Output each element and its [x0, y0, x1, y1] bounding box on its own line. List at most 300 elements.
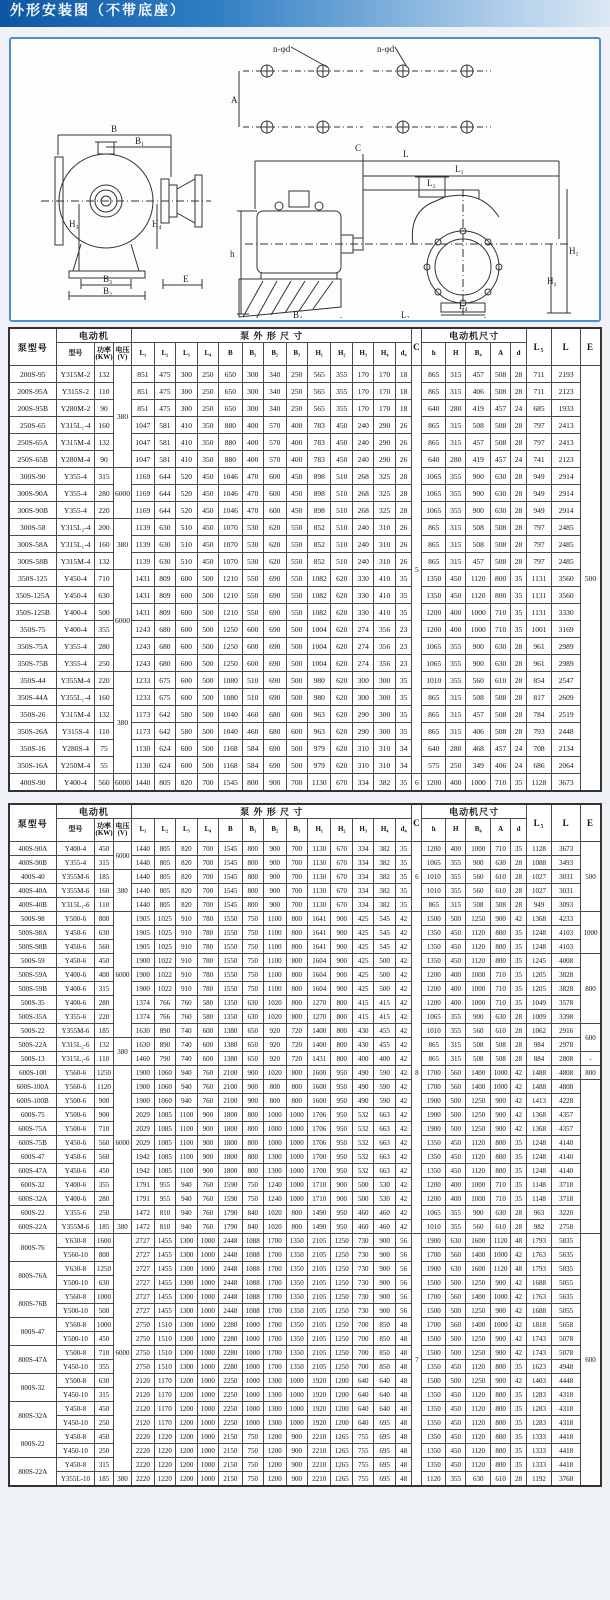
e-dim-cell: 600 [580, 1024, 601, 1052]
power-cell: 560 [95, 774, 113, 792]
l5-cell: 1009 [526, 1010, 552, 1024]
pump-dim-cell: 550 [286, 570, 307, 587]
motor-model-cell: Y280M-2 [56, 400, 95, 417]
motor-dim-cell: 315 [445, 383, 465, 400]
pump-dim-cell: 690 [264, 587, 286, 604]
motor-dim-cell: 1000 [490, 1080, 510, 1094]
pump-dim-cell: 620 [331, 706, 352, 723]
l-total-cell: 4140 [552, 1164, 581, 1178]
pump-dim-cell: 1130 [132, 740, 154, 757]
pump-dim-cell: 1100 [176, 1164, 197, 1178]
pump-dim-cell: 584 [242, 740, 263, 757]
power-cell: 710 [95, 1346, 113, 1360]
pump-dim-cell: 26 [395, 553, 411, 570]
motor-dim-cell: 575 [422, 757, 446, 774]
pump-dim-cell: 1920 [307, 1374, 331, 1388]
pump-dim-cell: 34 [395, 740, 411, 757]
motor-dim-cell: 1700 [422, 1290, 446, 1304]
pump-dim-cell: 1791 [132, 1178, 154, 1192]
pump-dim-cell: 26 [395, 536, 411, 553]
pump-dim-cell: 950 [331, 1122, 352, 1136]
l5-cell: 949 [526, 502, 552, 519]
l-total-cell: 3828 [552, 982, 581, 996]
motor-dim-cell: 28 [511, 485, 526, 502]
pump-dim-cell: 1070 [219, 536, 243, 553]
motor-dim-cell: 865 [422, 898, 446, 912]
power-cell: 200 [95, 519, 113, 536]
pump-dim-cell: 520 [176, 485, 197, 502]
motor-dim-cell: 24 [511, 451, 526, 468]
motor-model-cell: Y500-10 [56, 1332, 95, 1346]
l-total-cell: 3031 [552, 884, 581, 898]
motor-dim-cell: 400 [445, 982, 465, 996]
pump-dim-cell: 460 [242, 706, 263, 723]
motor-dim-cell: 630 [445, 1262, 465, 1276]
pump-dim-cell: 680 [264, 723, 286, 740]
pump-dim-cell: 1604 [307, 982, 331, 996]
pump-dim-cell: 1905 [132, 912, 154, 926]
pump-dim-cell: 766 [154, 996, 175, 1010]
pump-dim-cell: 1641 [307, 940, 331, 954]
motor-dim-cell: 1900 [422, 1094, 446, 1108]
pump-dim-cell: 2250 [219, 1374, 243, 1388]
motor-dim-cell: 630 [466, 1472, 491, 1487]
pump-dim-cell: 1900 [132, 982, 154, 996]
motor-dim-cell: 800 [490, 1416, 510, 1430]
motor-dim-cell: 355 [445, 655, 465, 672]
motor-model-cell: Y400-6 [56, 982, 95, 996]
pump-dim-cell: 690 [264, 672, 286, 689]
pump-dim-cell: 1070 [219, 553, 243, 570]
pump-dim-cell: 1000 [286, 1150, 307, 1164]
motor-dim-cell: 42 [511, 1080, 526, 1094]
pump-dim-cell: 2750 [132, 1346, 154, 1360]
motor-dim-cell: 1065 [422, 485, 446, 502]
pump-dim-cell: 382 [374, 870, 395, 884]
pump-dim-cell: 274 [352, 638, 373, 655]
pump-dim-cell: 1440 [132, 842, 154, 856]
motor-dim-cell: 315 [445, 536, 465, 553]
pump-dim-cell: 600 [197, 1052, 218, 1066]
pump-dim-cell: 740 [176, 1052, 197, 1066]
pump-dim-cell: 300 [176, 400, 197, 417]
pump-dim-cell: 48 [395, 1360, 411, 1374]
motor-dim-cell: 450 [445, 1136, 465, 1150]
pump-model-cell: 600S-22A [9, 1220, 56, 1234]
header-subcell: A [490, 819, 510, 842]
motor-dim-cell: 1120 [466, 954, 491, 968]
motor-model-cell: Y355L-10 [56, 1472, 95, 1487]
motor-dim-cell: 400 [445, 996, 465, 1010]
motor-dim-cell: 28 [511, 468, 526, 485]
pump-dim-cell: 898 [307, 502, 331, 519]
pump-dim-cell: 800 [286, 1220, 307, 1234]
motor-dim-cell: 1200 [422, 968, 446, 982]
pump-dim-cell: 910 [176, 968, 197, 982]
pump-dim-cell: 630 [242, 996, 263, 1010]
l5-cell: 1413 [526, 1094, 552, 1108]
motor-model-cell: Y355-4 [56, 485, 95, 502]
pump-dim-cell: 695 [374, 1430, 395, 1444]
motor-dim-cell: 500 [445, 1108, 465, 1122]
motor-dim-cell: 900 [466, 468, 491, 485]
pump-dim-cell: 1170 [154, 1388, 175, 1402]
pump-dim-cell: 1431 [307, 1052, 331, 1066]
pump-model-cell: 350S-75B [9, 655, 56, 672]
pump-dim-cell: 900 [374, 1234, 395, 1248]
pump-dim-cell: 640 [352, 1388, 373, 1402]
l-total-cell: 2064 [552, 757, 581, 774]
pump-dim-cell: 382 [374, 842, 395, 856]
motor-dim-cell: 1065 [422, 502, 446, 519]
motor-dim-cell: 900 [490, 1374, 510, 1388]
pump-dim-cell: 1000 [286, 1178, 307, 1192]
pump-dim-cell: 35 [395, 774, 411, 792]
pump-dim-cell: 1100 [264, 982, 286, 996]
l-total-cell: 3718 [552, 1192, 581, 1206]
pump-dim-cell: 1200 [264, 1430, 286, 1444]
header-subcell: 型号 [56, 819, 95, 842]
pump-model-cell: 300S-90B [9, 502, 56, 519]
pump-dim-cell: 355 [331, 383, 352, 400]
pump-dim-cell: 1350 [286, 1234, 307, 1248]
pump-dim-cell: 450 [197, 519, 218, 536]
motor-dim-cell: 42 [511, 1318, 526, 1332]
pump-dim-cell: 42 [395, 1122, 411, 1136]
pump-dim-cell: 755 [352, 1472, 373, 1487]
pump-model-cell: 350S-16 [9, 740, 56, 757]
pump-dim-cell: 42 [395, 1024, 411, 1038]
pump-dim-cell: 900 [242, 1094, 263, 1108]
header-subcell: H₃ [352, 343, 373, 366]
pump-dim-cell: 410 [374, 604, 395, 621]
l5-cell: 1001 [526, 621, 552, 638]
pump-dim-cell: 755 [352, 1444, 373, 1458]
l5-cell: 1333 [526, 1458, 552, 1472]
pump-dim-cell: 268 [352, 502, 373, 519]
pump-dim-cell: 620 [264, 553, 286, 570]
pump-dim-cell: 1000 [242, 1416, 263, 1430]
pump-dim-cell: 290 [374, 417, 395, 434]
pump-dim-cell: 963 [307, 706, 331, 723]
motor-dim-cell: 610 [490, 870, 510, 884]
motor-dim-cell: 450 [445, 1360, 465, 1374]
pump-dim-cell: 680 [154, 638, 175, 655]
l5-cell: 1248 [526, 1150, 552, 1164]
pump-dim-cell: 800 [286, 1080, 307, 1094]
pump-dim-cell: 1088 [242, 1262, 263, 1276]
motor-model-cell: Y355M-6 [56, 884, 95, 898]
pump-dim-cell: 2150 [219, 1472, 243, 1487]
l-total-cell: 5055 [552, 1304, 581, 1318]
pump-dim-cell: 1550 [219, 912, 243, 926]
pump-model-cell: 400S-90A [9, 842, 56, 856]
pump-dim-cell: 1100 [264, 940, 286, 954]
power-cell: 185 [95, 1472, 113, 1487]
pump-dim-cell: 695 [374, 1444, 395, 1458]
pump-dim-cell: 1173 [132, 706, 154, 723]
pump-dim-cell: 355 [331, 400, 352, 417]
motor-model-cell: Y355M-4 [56, 672, 95, 689]
pump-dim-cell: 1920 [307, 1402, 331, 1416]
pump-dim-cell: 26 [395, 417, 411, 434]
pump-dim-cell: 334 [352, 774, 373, 792]
pump-model-cell: 250S-65 [9, 417, 56, 434]
pump-dim-cell: 805 [154, 842, 175, 856]
pump-dim-cell: 890 [154, 1024, 175, 1038]
pump-dim-cell: 42 [395, 1080, 411, 1094]
pump-dim-cell: 300 [242, 366, 263, 383]
l5-cell: 982 [526, 1220, 552, 1234]
l-total-cell: 3031 [552, 870, 581, 884]
pump-dim-cell: 1139 [132, 536, 154, 553]
pump-dim-cell: 475 [154, 400, 175, 417]
pump-dim-cell: 1220 [154, 1430, 175, 1444]
pump-dim-cell: 590 [374, 1080, 395, 1094]
pump-model-cell: 500S-13 [9, 1052, 56, 1066]
motor-dim-cell: 28 [511, 1038, 526, 1052]
pump-model-cell: 500S-35A [9, 1010, 56, 1024]
motor-model-cell: Y355L₁-4 [56, 689, 95, 706]
motor-dim-cell: 1000 [490, 1318, 510, 1332]
pump-model-cell: 600S-22 [9, 1206, 56, 1220]
pump-dim-cell: 500 [197, 604, 218, 621]
motor-dim-cell: 28 [511, 366, 526, 383]
motor-dim-cell: 1900 [422, 1108, 446, 1122]
pump-dim-cell: 240 [352, 451, 373, 468]
pump-dim-cell: 300 [176, 366, 197, 383]
motor-dim-cell: 35 [511, 982, 526, 996]
pump-dim-cell: 2150 [219, 1430, 243, 1444]
motor-model-cell: Y500-6 [56, 1108, 95, 1122]
motor-dim-cell: 450 [445, 926, 465, 940]
motor-dim-cell: 900 [466, 485, 491, 502]
pump-dim-cell: 1000 [286, 1108, 307, 1122]
pump-dim-cell: 290 [374, 451, 395, 468]
pump-dim-cell: 800 [242, 898, 263, 912]
pump-dim-cell: 415 [374, 1010, 395, 1024]
header-cell: 泵 外 形 尺 寸 [132, 328, 412, 343]
motor-model-cell: Y355M-6 [56, 1024, 95, 1038]
pump-dim-cell: 48 [395, 1416, 411, 1430]
pump-dim-cell: 900 [264, 870, 286, 884]
power-cell: 630 [95, 587, 113, 604]
motor-dim-cell: 1120 [466, 1388, 491, 1402]
pump-dim-cell: 780 [197, 954, 218, 968]
pump-dim-cell: 950 [331, 1066, 352, 1080]
diagram-dimension-label: B₂ [103, 286, 113, 296]
voltage-cell: 380 [113, 1038, 131, 1066]
motor-dim-cell: 1700 [422, 1080, 446, 1094]
pump-dim-cell: 240 [352, 519, 373, 536]
pump-dim-cell: 545 [374, 940, 395, 954]
bolt-pattern-right [373, 71, 491, 127]
pump-dim-cell: 1431 [132, 604, 154, 621]
c-dim-cell: 7 [412, 1234, 422, 1487]
pump-dim-cell: 950 [331, 1164, 352, 1178]
l5-cell: 1248 [526, 1136, 552, 1150]
pump-dim-cell: 1233 [132, 689, 154, 706]
pump-dim-cell: 35 [395, 706, 411, 723]
pump-dim-cell: 640 [374, 1402, 395, 1416]
motor-dim-cell: 1900 [422, 1122, 446, 1136]
pump-dim-cell: 1400 [307, 1024, 331, 1038]
motor-dim-cell: 560 [445, 1248, 465, 1262]
power-cell: 160 [95, 536, 113, 553]
pump-dim-cell: 2727 [132, 1276, 154, 1290]
power-cell: 185 [95, 1024, 113, 1038]
pump-dim-cell: 630 [154, 519, 175, 536]
header-cell: 电动机 [56, 328, 132, 343]
pump-dim-cell: 600 [176, 570, 197, 587]
pump-dim-cell: 690 [264, 638, 286, 655]
pump-dim-cell: 780 [197, 912, 218, 926]
pump-dim-cell: 580 [197, 996, 218, 1010]
pump-dim-cell: 1800 [219, 1136, 243, 1150]
pump-dim-cell: 840 [242, 1220, 263, 1234]
l5-cell: 1333 [526, 1430, 552, 1444]
pump-dim-cell: 455 [374, 1024, 395, 1038]
pump-dim-cell: 1000 [286, 1388, 307, 1402]
pump-dim-cell: 1600 [307, 1080, 331, 1094]
motor-dim-cell: 630 [490, 655, 510, 672]
pump-dim-cell: 1100 [264, 926, 286, 940]
pump-dim-cell: 900 [242, 1066, 263, 1080]
pump-dim-cell: 1250 [331, 1332, 352, 1346]
motor-dim-cell: 355 [445, 856, 465, 870]
l-total-cell: 3220 [552, 1206, 581, 1220]
diagram-dimension-label: n-φd [273, 44, 291, 54]
l5-cell: 711 [526, 366, 552, 383]
power-cell: 160 [95, 689, 113, 706]
pump-dim-cell: 1000 [286, 1416, 307, 1430]
pump-dim-cell: 300 [374, 706, 395, 723]
pump-dim-cell: 760 [197, 1220, 218, 1234]
pump-dim-cell: 1130 [307, 870, 331, 884]
pump-dim-cell: 1455 [154, 1290, 175, 1304]
l-total-cell: 3398 [552, 1010, 581, 1024]
pump-model-cell: 500S-59B [9, 982, 56, 996]
pump-dim-cell: 898 [307, 485, 331, 502]
pump-dim-cell: 1000 [197, 1416, 218, 1430]
l5-cell: 1049 [526, 996, 552, 1010]
power-cell: 280 [95, 1192, 113, 1206]
pump-dim-cell: 42 [395, 1150, 411, 1164]
pump-dim-cell: 950 [331, 1108, 352, 1122]
pump-dim-cell: 2448 [219, 1290, 243, 1304]
motor-dim-cell: 28 [511, 1206, 526, 1220]
motor-model-cell: Y315L₁-6 [56, 1052, 95, 1066]
pump-dim-cell: 700 [197, 842, 218, 856]
pump-model-cell: 350S-125 [9, 570, 56, 587]
pump-dim-cell: 1250 [219, 655, 243, 672]
pump-dim-cell: 900 [197, 1108, 218, 1122]
pump-dim-cell: 382 [374, 898, 395, 912]
diagram-dimension-label: H₂ [547, 276, 557, 286]
pump-dim-cell: 2100 [219, 1094, 243, 1108]
pump-dim-cell: 35 [395, 842, 411, 856]
pump-dim-cell: 800 [242, 1136, 263, 1150]
pump-dim-cell: 1300 [176, 1304, 197, 1318]
pump-model-cell: 500S-22 [9, 1024, 56, 1038]
pump-dim-cell: 851 [132, 383, 154, 400]
power-cell: 250 [95, 1416, 113, 1430]
pump-dim-cell: 940 [176, 1206, 197, 1220]
pump-dim-cell: 900 [331, 954, 352, 968]
pump-dim-cell: 900 [264, 898, 286, 912]
motor-dim-cell: 1700 [422, 1248, 446, 1262]
pump-dim-cell: 1000 [197, 1262, 218, 1276]
pump-dim-cell: 1130 [307, 898, 331, 912]
pump-dim-cell: 300 [242, 383, 263, 400]
motor-dim-cell: 28 [511, 1220, 526, 1234]
header-subcell: H₂ [331, 343, 352, 366]
pump-dim-cell: 410 [374, 587, 395, 604]
motor-dim-cell: 42 [511, 1122, 526, 1136]
l5-cell: 1027 [526, 870, 552, 884]
l5-cell: 1488 [526, 1080, 552, 1094]
motor-dim-cell: 1900 [422, 1262, 446, 1276]
pump-dim-cell: 2280 [219, 1332, 243, 1346]
pump-dim-cell: 530 [242, 553, 263, 570]
pump-dim-cell: 670 [331, 856, 352, 870]
pump-dim-cell: 1510 [154, 1360, 175, 1374]
pump-dim-cell: 900 [286, 1430, 307, 1444]
motor-dim-cell: 1900 [422, 1234, 446, 1248]
pump-dim-cell: 1440 [132, 870, 154, 884]
pump-model-cell: 800S-22A [9, 1458, 56, 1487]
pump-dim-cell: 800 [286, 982, 307, 996]
motor-dim-cell: 560 [445, 1066, 465, 1080]
pump-dim-cell: 900 [264, 884, 286, 898]
pump-model-cell: 500S-98 [9, 912, 56, 926]
motor-dim-cell: 1700 [422, 1318, 446, 1332]
motor-model-cell: Y400-6 [56, 968, 95, 982]
pump-dim-cell: 170 [352, 400, 373, 417]
pump-dim-cell: 820 [176, 842, 197, 856]
pump-dim-cell: 1545 [219, 884, 243, 898]
motor-dim-cell: 1350 [422, 1444, 446, 1458]
pump-dim-cell: 1000 [197, 1276, 218, 1290]
pump-dim-cell: 1100 [176, 1150, 197, 1164]
motor-dim-cell: 508 [490, 898, 510, 912]
motor-dim-cell: 1250 [466, 1108, 491, 1122]
e-dim-cell: 500 [580, 842, 601, 912]
pump-dim-cell: 500 [352, 1192, 373, 1206]
pump-dim-cell: 1440 [132, 884, 154, 898]
e-dim-cell [580, 1080, 601, 1234]
motor-model-cell: Y450-6 [56, 1150, 95, 1164]
header-subcell: B₃ [286, 819, 307, 842]
pump-model-cell: 400S-40 [9, 870, 56, 884]
motor-dim-cell: 315 [445, 1038, 465, 1052]
pump-dim-cell: 1000 [264, 1108, 286, 1122]
motor-dim-cell: 508 [490, 689, 510, 706]
power-cell: 55 [95, 757, 113, 774]
pump-dim-cell: 42 [395, 1052, 411, 1066]
pump-dim-cell: 1025 [154, 940, 175, 954]
pump-dim-cell: 850 [374, 1318, 395, 1332]
pump-dim-cell: 800 [331, 1010, 352, 1024]
pump-dim-cell: 2448 [219, 1262, 243, 1276]
pump-dim-cell: 800 [286, 1094, 307, 1108]
motor-dim-cell: 1350 [422, 570, 446, 587]
pump-dim-cell: 900 [286, 1472, 307, 1487]
pump-dim-cell: 920 [264, 1038, 286, 1052]
l5-cell: 1062 [526, 1024, 552, 1038]
pump-dim-cell: 1130 [307, 774, 331, 792]
diagram-dimension-label: A [231, 95, 238, 105]
